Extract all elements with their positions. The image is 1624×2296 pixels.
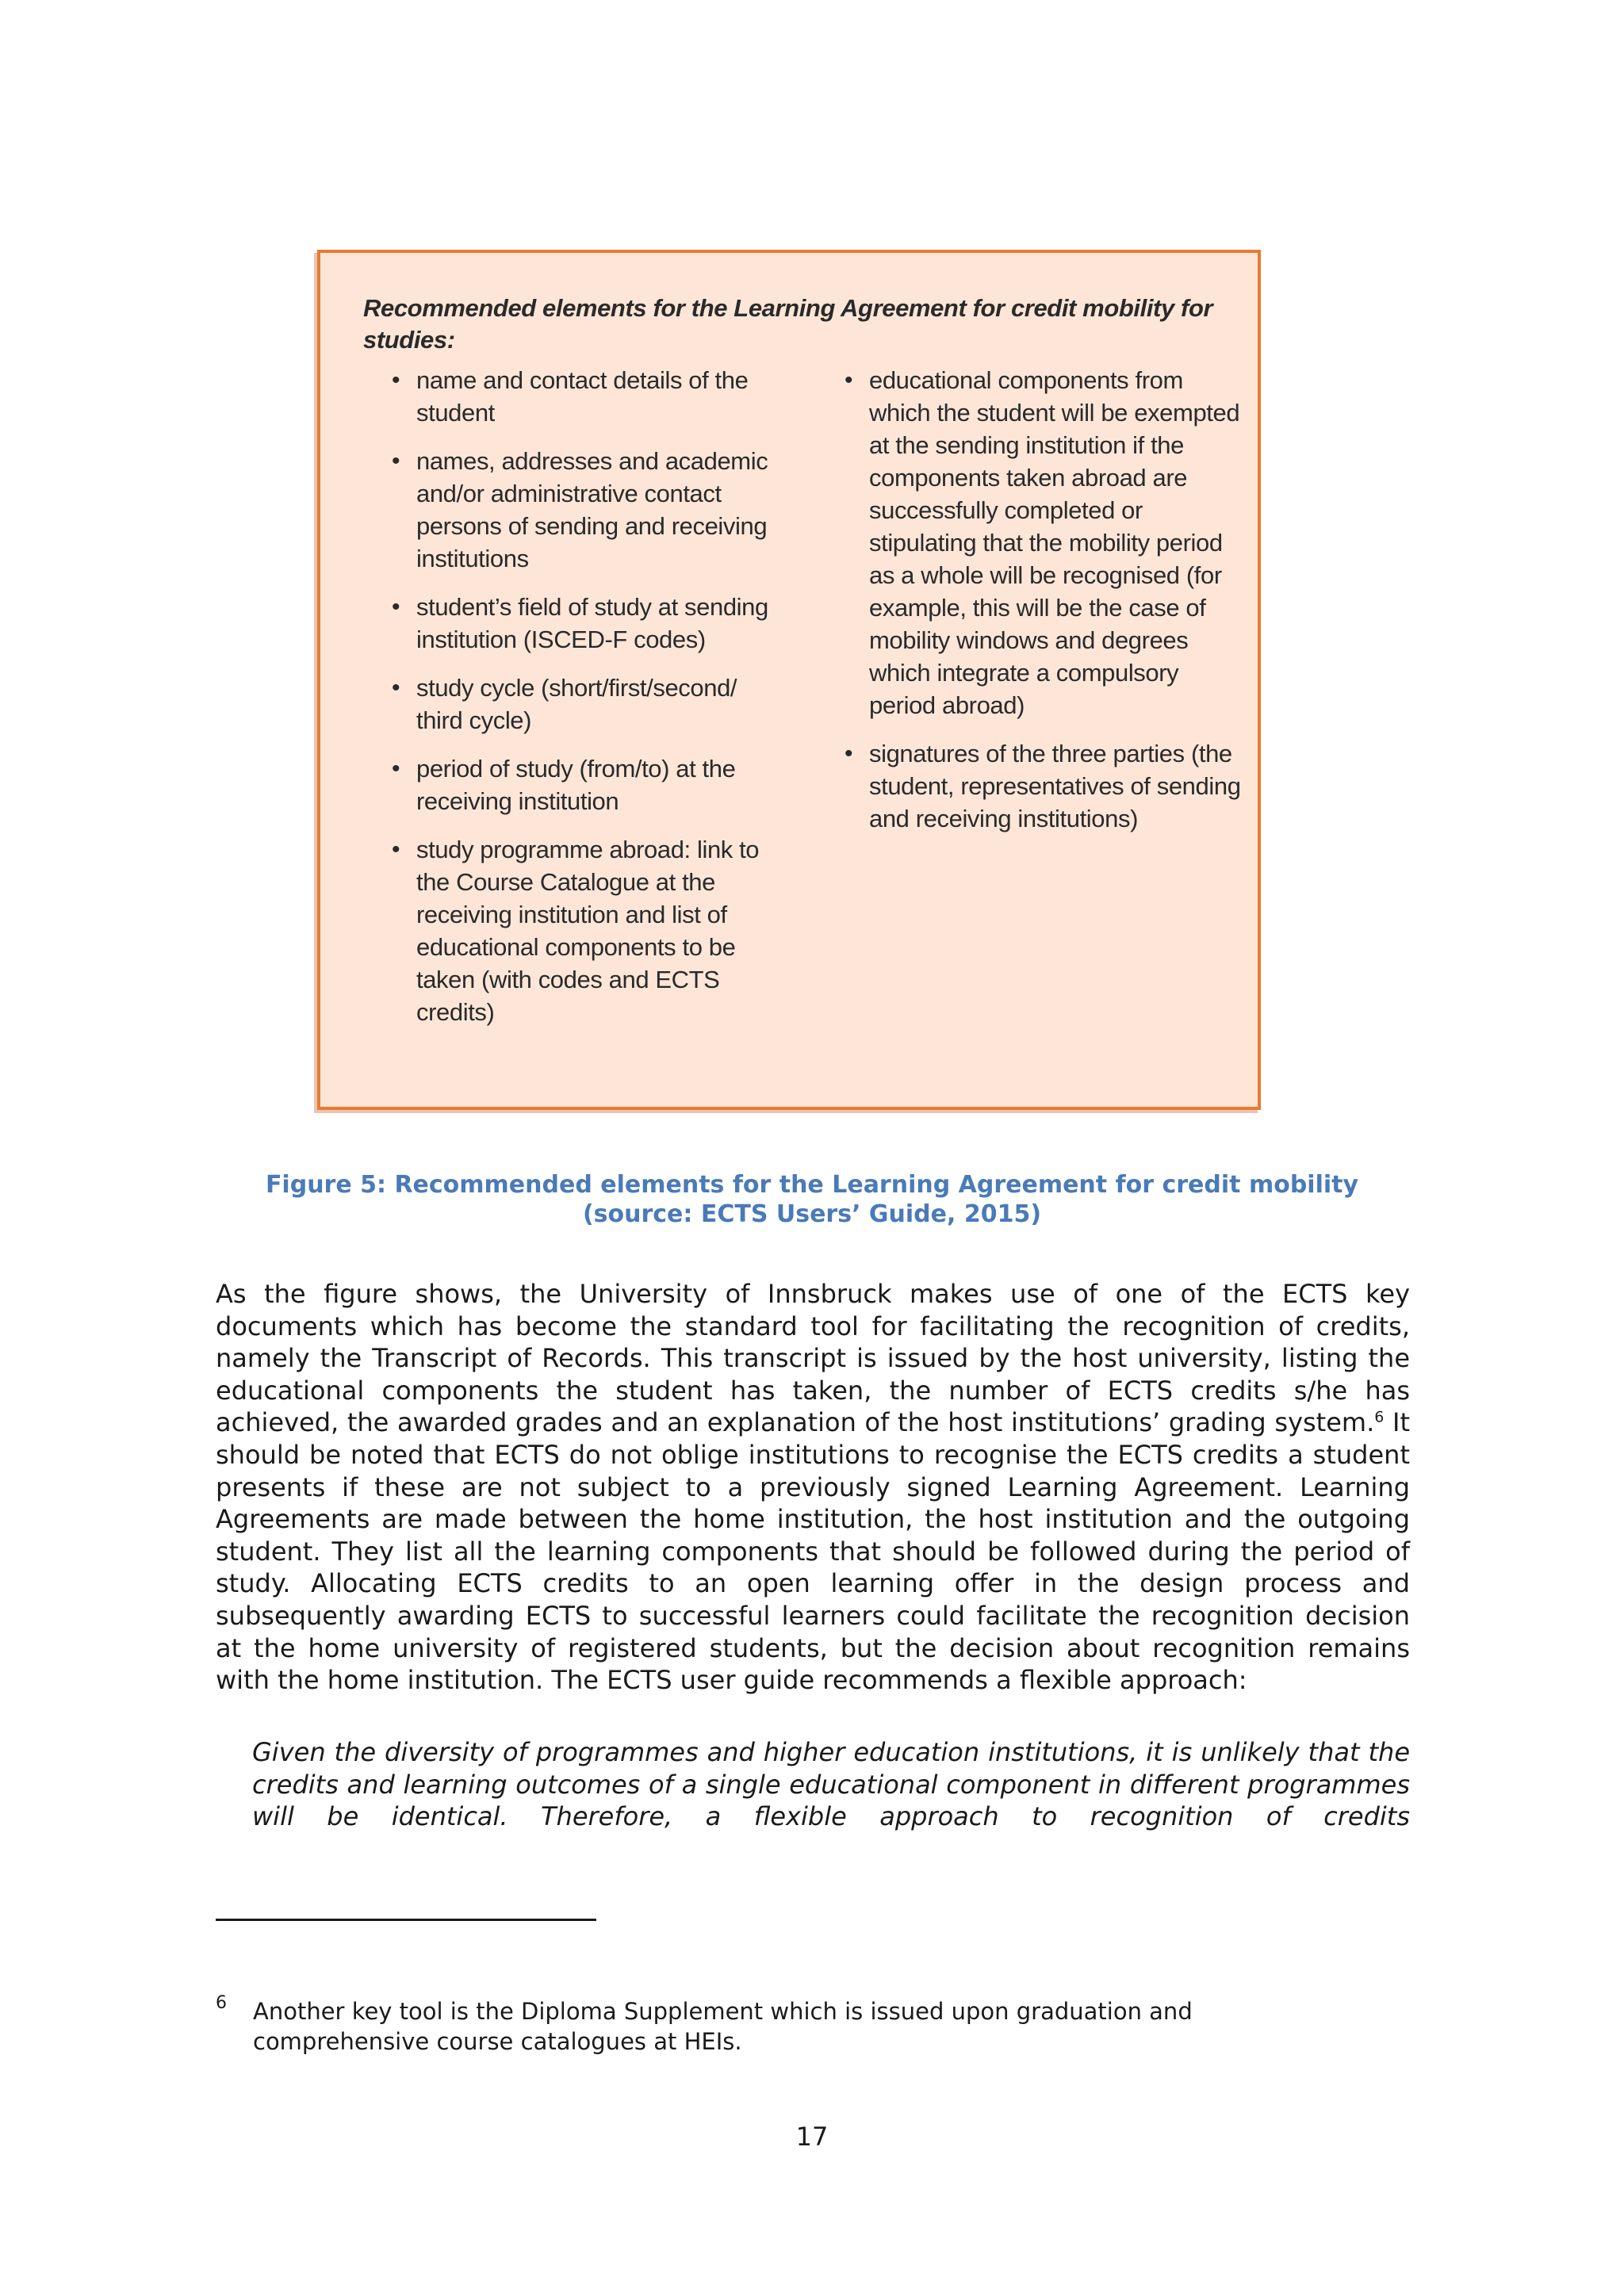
footnote-reference[interactable]: 6 bbox=[1374, 1408, 1385, 1426]
figure-left-column bbox=[384, 364, 772, 1044]
figure-list-item-text: name and contact details of the student bbox=[416, 366, 749, 427]
bullet-icon: • bbox=[391, 448, 400, 474]
block-quote: Given the diversity of programmes and higher education institutions, it is unlikely that the credits and learning outcomes of a single educational component in different programmes will be identical. Therefore, a flexible approach to recognition of credits bbox=[252, 1737, 1410, 1832]
body-paragraph-part-2: It should be noted that ECTS do not oblige institutions to recognise the ECTS credits a student presents if these are not subject to a previously signed Learning Agreement. Learning Agreements are made between the home institution, the host institution and the outgoing student. They list all the learning components that should be followed during the period of study. Allocating ECTS credits to an open learning offer in the design process and subsequently awarding ECTS to successful learners could facilitate the recognition decision at the home university of registered students, but the decision about recognition remains with the home institution. The ECTS user guide recommends a flexible approach: bbox=[216, 1407, 1411, 1696]
footnote-divider bbox=[216, 1919, 596, 1921]
bullet-icon: • bbox=[391, 836, 400, 863]
figure-list-item bbox=[384, 752, 772, 817]
page-number: 17 bbox=[795, 2122, 829, 2152]
footnote-text: Another key tool is the Diploma Supplement which is issued upon graduation and comprehensive course catalogues at HEIs. bbox=[253, 1998, 1193, 2055]
figure-box bbox=[317, 250, 1261, 1110]
figure-list-item-text: educational components from which the student will be exempted at the sending institution if the components taken abroad are successfully completed or stipulating that the mobility period as a whole will be recognised (for example, this will be the case of mobility windows and degrees which integrate a compulsory period abroad) bbox=[869, 366, 1240, 719]
bullet-icon: • bbox=[391, 367, 400, 393]
figure-caption-line-2: (source: ECTS Users’ Guide, 2015) bbox=[582, 1200, 1042, 1228]
figure-list-item bbox=[384, 445, 772, 575]
figure-list-item bbox=[837, 737, 1241, 835]
body-paragraph bbox=[216, 1278, 1410, 1697]
bullet-icon: • bbox=[391, 675, 400, 701]
footnote-marker: 6 bbox=[216, 1993, 227, 2013]
figure-list-item bbox=[837, 364, 1241, 721]
figure-list-item-text: study programme abroad: link to the Course Catalogue at the receiving institution and list of educational components to be taken (with codes and ECTS credits) bbox=[416, 836, 760, 1026]
bullet-icon: • bbox=[391, 594, 400, 620]
figure-heading: Recommended elements for the Learning Agreement for credit mobility for studies: bbox=[363, 294, 1213, 354]
figure-list-item bbox=[384, 833, 772, 1028]
figure-list-item-text: signatures of the three parties (the student, representatives of sending and receiving institutions) bbox=[869, 740, 1241, 832]
bullet-icon: • bbox=[391, 756, 400, 782]
figure-right-column bbox=[837, 364, 1241, 851]
figure-list-item bbox=[384, 672, 772, 737]
figure-list-item-text: student’s field of study at sending institution (ISCED-F codes) bbox=[416, 593, 768, 653]
bullet-icon: • bbox=[844, 367, 853, 393]
figure-list-item bbox=[384, 364, 772, 429]
figure-list-item bbox=[384, 591, 772, 656]
figure-list-item-text: period of study (from/to) at the receiving institution bbox=[416, 755, 736, 815]
figure-list-item-text: names, addresses and academic and/or administrative contact persons of sending and receiving institutions bbox=[416, 447, 768, 572]
bullet-icon: • bbox=[844, 740, 853, 767]
figure-caption bbox=[214, 1170, 1410, 1229]
figure-list-item-text: study cycle (short/first/second/ third cycle) bbox=[416, 674, 737, 734]
body-paragraph-part-1: As the figure shows, the University of Innsbruck makes use of one of the ECTS key documents which has become the standard tool for facilitating the recognition of credits, namely the Transcript of Records. This transcript is issued by the host university, listing the educational components the student has taken, the number of ECTS credits s/he has achieved, the awarded grades and an explanation of the host institutions’ grading system. bbox=[216, 1279, 1410, 1438]
figure-caption-line-1: Figure 5: Recommended elements for the Learning Agreement for credit mobility bbox=[265, 1171, 1359, 1199]
